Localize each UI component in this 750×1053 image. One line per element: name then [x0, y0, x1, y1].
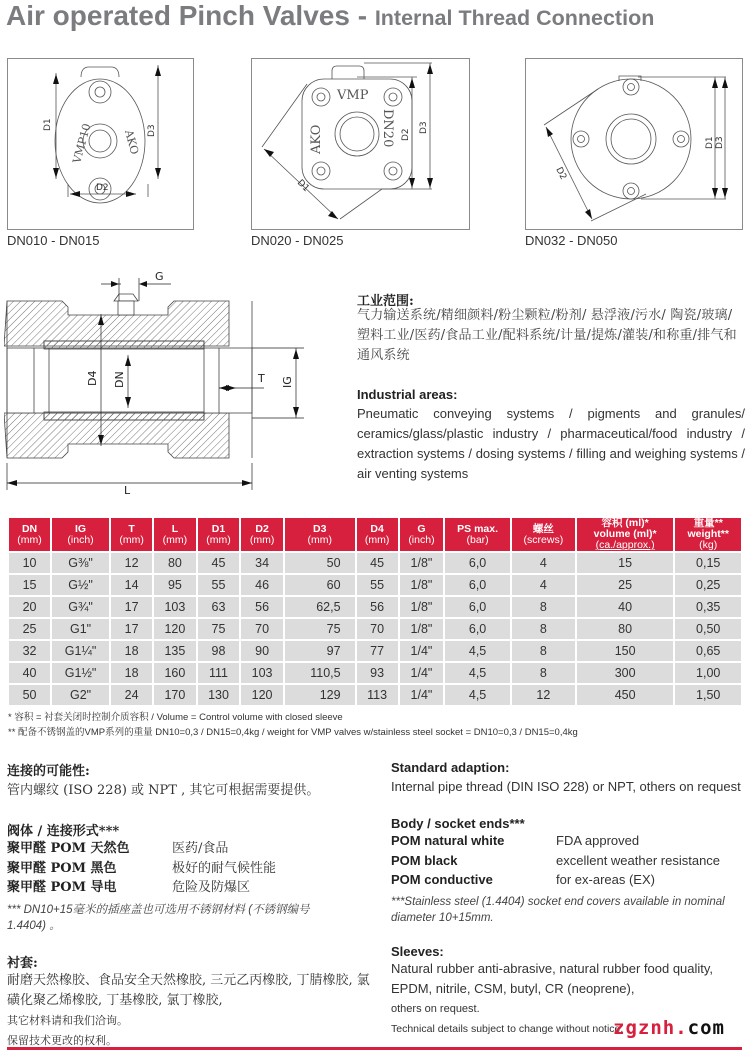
en-adaption-text: Internal pipe thread (DIN ISO 228) or NPT, others on request [391, 779, 741, 794]
table-cell: 170 [154, 685, 196, 705]
table-cell: 1/4" [400, 685, 444, 705]
table-cell: 8 [512, 597, 575, 617]
table-cell: 80 [577, 619, 674, 639]
svg-text:D3: D3 [419, 121, 429, 134]
table-cell: 1/8" [400, 619, 444, 639]
table-row [9, 619, 741, 639]
table-cell: 6,0 [445, 575, 510, 595]
table-cell: 55 [357, 575, 398, 595]
table-cell: 110,5 [285, 663, 355, 683]
en-body-row: POM natural white FDA approved [391, 833, 640, 848]
table-cell: 113 [357, 685, 398, 705]
table-cell: 18 [111, 663, 152, 683]
table-cell: 45 [198, 553, 240, 573]
label-t: T [258, 372, 265, 385]
table-cell: 1,50 [675, 685, 741, 705]
col-dn: DN (mm) [9, 518, 50, 551]
table-cell: 0,65 [675, 641, 741, 661]
cn-body-row: 聚甲醛 POM 导电 危险及防爆区 [7, 880, 251, 895]
table-cell: 95 [154, 575, 196, 595]
col-d1: D1 (mm) [198, 518, 240, 551]
table-cell: 32 [9, 641, 50, 661]
table-cell: 160 [154, 663, 196, 683]
table-cell: 4,5 [445, 641, 510, 661]
table-cell: 103 [154, 597, 196, 617]
figure-caption-2: DN020 - DN025 [251, 233, 344, 248]
figure-caption-3: DN032 - DN050 [525, 233, 618, 248]
figure-caption-1: DN010 - DN015 [7, 233, 100, 248]
table-cell: 70 [241, 619, 283, 639]
col-volume: 容积 (ml)* volume (ml)* (ca./approx.) [577, 518, 674, 551]
en-body-note: ***Stainless steel (1.4404) socket end covers available in nominal diameter 10+15mm. [391, 895, 725, 924]
table-cell: 14 [111, 575, 152, 595]
valve-front-view-small-drawing [8, 59, 193, 229]
table-body [9, 553, 741, 705]
svg-text:VMP: VMP [337, 88, 369, 103]
cn-disclaimer: 保留技术更改的权利。 [7, 1033, 117, 1047]
en-disclaimer: Technical details subject to change without notice. [391, 1022, 624, 1035]
col-l: L (mm) [154, 518, 196, 551]
table-cell: G¾" [52, 597, 109, 617]
col-d4: D4 (mm) [357, 518, 398, 551]
table-cell: 6,0 [445, 597, 510, 617]
table-cell: G⅜" [52, 553, 109, 573]
figure-dn032-dn050 [525, 58, 743, 230]
table-cell: 56 [357, 597, 398, 617]
table-cell: 4,5 [445, 685, 510, 705]
table-cell: 24 [111, 685, 152, 705]
applications-en-text: Pneumatic conveying systems / pigments and granules/ ceramics/glass/plastic industry / pharmaceutical/food industry / extraction systems / dosing systems / filling and weighing systems / air venting systems [357, 406, 745, 481]
table-cell: 10 [9, 553, 50, 573]
table-cell: 1/4" [400, 641, 444, 661]
applications-en-title: Industrial areas: [357, 387, 458, 402]
table-cell: 129 [285, 685, 355, 705]
table-cell: 77 [357, 641, 398, 661]
table-cell: G1½" [52, 663, 109, 683]
table-cell: 0,50 [675, 619, 741, 639]
svg-text:D1: D1 [294, 178, 311, 195]
cn-adaption-text: 管内螺纹 (ISO 228) 或 NPT , 其它可根据需要提供。 [7, 783, 320, 798]
table-cell: 45 [357, 553, 398, 573]
table-cell: 20 [9, 597, 50, 617]
label-d4: D4 [86, 370, 99, 386]
table-cell: 1/8" [400, 575, 444, 595]
table-cell: 18 [111, 641, 152, 661]
en-others: others on request. [391, 1002, 480, 1015]
table-cell: 130 [198, 685, 240, 705]
table-cell: 25 [577, 575, 674, 595]
table-cell: 150 [577, 641, 674, 661]
col-d3: D3 (mm) [285, 518, 355, 551]
table-cell: 63 [198, 597, 240, 617]
bottom-red-rule [7, 1047, 742, 1050]
table-cell: 111 [198, 663, 240, 683]
table-header-row [9, 518, 741, 551]
title-separator: - [349, 0, 375, 31]
table-cell: 1/4" [400, 663, 444, 683]
table-row [9, 553, 741, 573]
col-screws: 螺丝 (screws) [512, 518, 575, 551]
table-cell: G2" [52, 685, 109, 705]
en-adaption-title: Standard adaption: [391, 760, 510, 775]
table-cell: 1,00 [675, 663, 741, 683]
col-ig: IG (inch) [52, 518, 109, 551]
footnote-weight: ** 配备不锈钢盖的VMP系列的重量 DN10=0,3 / DN15=0,4kg / weight for VMP valves w/stainless steel socket = DN10=0,3 / DN15=0,4kg [8, 727, 578, 738]
table-cell: 135 [154, 641, 196, 661]
label-ig: IG [281, 376, 294, 388]
table-cell: 0,25 [675, 575, 741, 595]
table-cell: 120 [241, 685, 283, 705]
valve-cross-section-drawing [4, 268, 304, 498]
svg-text:AKO: AKO [309, 124, 324, 154]
col-weight: 重量** weight** (kg) [675, 518, 741, 551]
table-cell: 15 [9, 575, 50, 595]
table-row [9, 641, 741, 661]
table-cell: 0,35 [675, 597, 741, 617]
cn-details-column [7, 760, 370, 1051]
label-dn: DN [113, 371, 126, 388]
svg-text:D1: D1 [705, 136, 715, 149]
table-cell: 50 [285, 553, 355, 573]
table-cell: 56 [241, 597, 283, 617]
table-cell: 34 [241, 553, 283, 573]
en-sleeves-title: Sleeves: [391, 943, 444, 959]
table-cell: 4 [512, 553, 575, 573]
cn-body-row: 聚甲醛 POM 黑色 极好的耐气候性能 [7, 860, 277, 876]
cn-body-title: 阀体 / 连接形式*** [7, 824, 120, 839]
title-sub: Internal Thread Connection [374, 6, 655, 30]
cn-others: 其它材料请和我们洽询。 [7, 1013, 128, 1027]
svg-text:D3: D3 [715, 136, 725, 149]
table-cell: 50 [9, 685, 50, 705]
table-cell: 8 [512, 663, 575, 683]
table-cell: G1" [52, 619, 109, 639]
table-cell: 6,0 [445, 553, 510, 573]
watermark-logo: zgznh.com [613, 1017, 725, 1039]
specifications-table [7, 516, 743, 707]
table-cell: 450 [577, 685, 674, 705]
table-cell: 62,5 [285, 597, 355, 617]
table-cell: 0,15 [675, 553, 741, 573]
en-body-row: POM conductive for ex-areas (EX) [391, 872, 655, 887]
figure-dn010-dn015 [7, 58, 194, 230]
table-cell: 46 [241, 575, 283, 595]
en-sleeves-text: Natural rubber anti-abrasive, natural rubber food quality, EPDM, nitrile, CSM, butyl, CR (neoprene), [391, 960, 714, 996]
cn-sleeves-text: 耐磨天然橡胶、食品安全天然橡胶, 三元乙丙橡胶, 丁腈橡胶, 氯磺化聚乙烯橡胶, 丁基橡胶, 氯丁橡胶, [7, 972, 370, 1008]
page-title [6, 0, 654, 36]
table-cell: 25 [9, 619, 50, 639]
svg-text:D1: D1 [43, 118, 53, 131]
svg-text:AKO: AKO [122, 128, 142, 156]
table-cell: 93 [357, 663, 398, 683]
table-cell: 75 [285, 619, 355, 639]
table-cell: 60 [285, 575, 355, 595]
en-body-row: POM black excellent weather resistance [391, 852, 721, 868]
table-cell: 8 [512, 619, 575, 639]
table-row [9, 575, 741, 595]
table-cell: G1¼" [52, 641, 109, 661]
applications-cn-title: 工业范围: [357, 294, 414, 309]
col-d2: D2 (mm) [241, 518, 283, 551]
table-cell: 4 [512, 575, 575, 595]
svg-text:VMP10: VMP10 [70, 122, 94, 165]
cn-body-row: 聚甲醛 POM 天然色 医药/食品 [7, 841, 229, 856]
table-row [9, 685, 741, 705]
figure-dn020-dn025 [251, 58, 470, 230]
table-cell: 17 [111, 619, 152, 639]
svg-text:D2: D2 [553, 165, 568, 182]
svg-text:D3: D3 [147, 124, 157, 137]
svg-text:D2: D2 [401, 128, 411, 141]
table-cell: 12 [512, 685, 575, 705]
table-cell: 103 [241, 663, 283, 683]
title-main: Air operated Pinch Valves [6, 0, 350, 31]
table-cell: 55 [198, 575, 240, 595]
table-cell: 40 [9, 663, 50, 683]
table-cell: 15 [577, 553, 674, 573]
en-details-column [391, 760, 746, 1039]
valve-front-view-large-drawing [526, 59, 742, 229]
svg-text:DN20: DN20 [380, 109, 395, 148]
col-t: T (mm) [111, 518, 152, 551]
table-cell: 90 [241, 641, 283, 661]
valve-front-view-medium-drawing [252, 59, 469, 229]
table-cell: 4,5 [445, 663, 510, 683]
table-cell: 12 [111, 553, 152, 573]
table-cell: 120 [154, 619, 196, 639]
footnote-volume: * 容积 = 衬套关闭时控制介质容积 / Volume = Control volume with closed sleeve [8, 712, 343, 723]
table-cell: 1/8" [400, 553, 444, 573]
table-row [9, 597, 741, 617]
table-cell: 97 [285, 641, 355, 661]
col-g: G (inch) [400, 518, 444, 551]
table-cell: 40 [577, 597, 674, 617]
table-cell: 1/8" [400, 597, 444, 617]
table-cell: 70 [357, 619, 398, 639]
label-g: G [155, 270, 164, 283]
en-body-title: Body / socket ends*** [391, 816, 525, 831]
cn-sleeves-title: 衬套: [7, 955, 38, 971]
label-l: L [124, 484, 131, 497]
cn-adaption-title: 连接的可能性: [7, 764, 90, 779]
col-ps-max: PS max. (bar) [445, 518, 510, 551]
svg-text:D2: D2 [96, 183, 109, 193]
table-row [9, 663, 741, 683]
table-cell: 8 [512, 641, 575, 661]
table-cell: G½" [52, 575, 109, 595]
table-cell: 80 [154, 553, 196, 573]
table-cell: 17 [111, 597, 152, 617]
table-cell: 98 [198, 641, 240, 661]
cn-body-note: *** DN10+15毫米的插座盖也可选用不锈钢材料 (不锈钢编号 1.4404) 。 [7, 903, 310, 932]
table-cell: 6,0 [445, 619, 510, 639]
table-cell: 300 [577, 663, 674, 683]
table-cell: 75 [198, 619, 240, 639]
applications-cn-text: 气力输送系统/精细颜料/粉尘颗粒/粉剂/ 悬浮液/污水/ 陶瓷/玻璃/塑料工业/医药/食品工业/配料系统/计量/提炼/灌装/和称重/排气和通风系统 [357, 308, 737, 363]
